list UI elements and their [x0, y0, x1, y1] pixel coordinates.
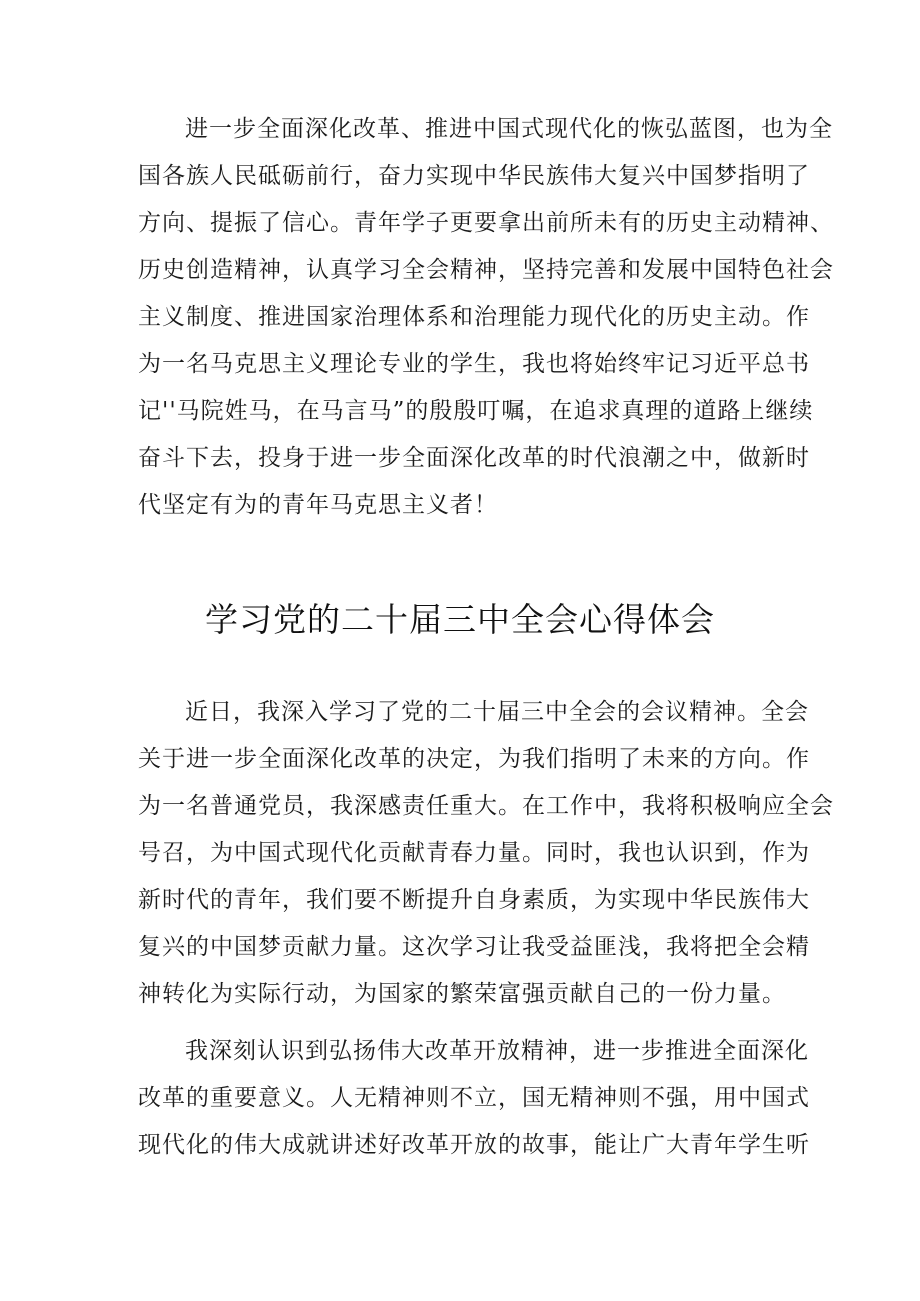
- paragraph-line: 主义制度、推进国家治理体系和治理能力现代化的历史主动。作: [138, 304, 810, 330]
- paragraph-line: 历史创造精神，认真学习全会精神，坚持完善和发展中国特色社会: [138, 257, 834, 283]
- paragraph-line: 进一步全面深化改革、推进中国式现代化的恢弘蓝图，也为全: [185, 116, 833, 142]
- paragraph-line: 奋斗下去，投身于进一步全面深化改革的时代浪潮之中，做新时: [138, 445, 810, 471]
- paragraph-line: 神转化为实际行动，为国家的繁荣富强贡献自己的一份力量。: [138, 981, 786, 1007]
- paragraph-top: [138, 106, 834, 529]
- paragraph-line: 近日，我深入学习了党的二十届三中全会的会议精神。全会: [185, 699, 809, 725]
- paragraph-bottom: [138, 1028, 810, 1169]
- paragraph-line: 国各族人民砥砺前行，奋力实现中华民族伟大复兴中国梦指明了: [138, 163, 810, 189]
- paragraph-line: 记''马院姓马，在马言马”的殷殷叮嘱，在追求真理的道路上继续: [138, 398, 814, 424]
- paragraph-line: 复兴的中国梦贡献力量。这次学习让我受益匪浅，我将把全会精: [138, 934, 810, 960]
- paragraph-mid: [138, 689, 834, 1018]
- paragraph-line: 关于进一步全面深化改革的决定，为我们指明了未来的方向。作: [138, 746, 810, 772]
- paragraph-line: 为一名马克思主义理论专业的学生，我也将始终牢记习近平总书: [138, 351, 810, 377]
- paragraph-line: 现代化的伟大成就讲述好改革开放的故事，能让广大青年学生听: [138, 1132, 810, 1158]
- paragraph-line: 为一名普通党员，我深感责任重大。在工作中，我将积极响应全会: [138, 793, 834, 819]
- paragraph-line: 新时代的青年，我们要不断提升自身素质，为实现中华民族伟大: [138, 887, 810, 913]
- paragraph-line: 号召，为中国式现代化贡献青春力量。同时，我也认识到，作为: [138, 840, 810, 866]
- paragraph-line: 我深刻认识到弘扬伟大改革开放精神，进一步推进全面深化: [185, 1038, 809, 1064]
- paragraph-line: 代坚定有为的青年马克思主义者！: [138, 492, 498, 518]
- paragraph-line: 方向、提振了信心。青年学子更要拿出前所未有的历史主动精神、: [138, 210, 834, 236]
- paragraph-line: 改革的重要意义。人无精神则不立，国无精神则不强，用中国式: [138, 1085, 810, 1111]
- section-heading: 学习党的二十届三中全会心得体会: [205, 600, 715, 639]
